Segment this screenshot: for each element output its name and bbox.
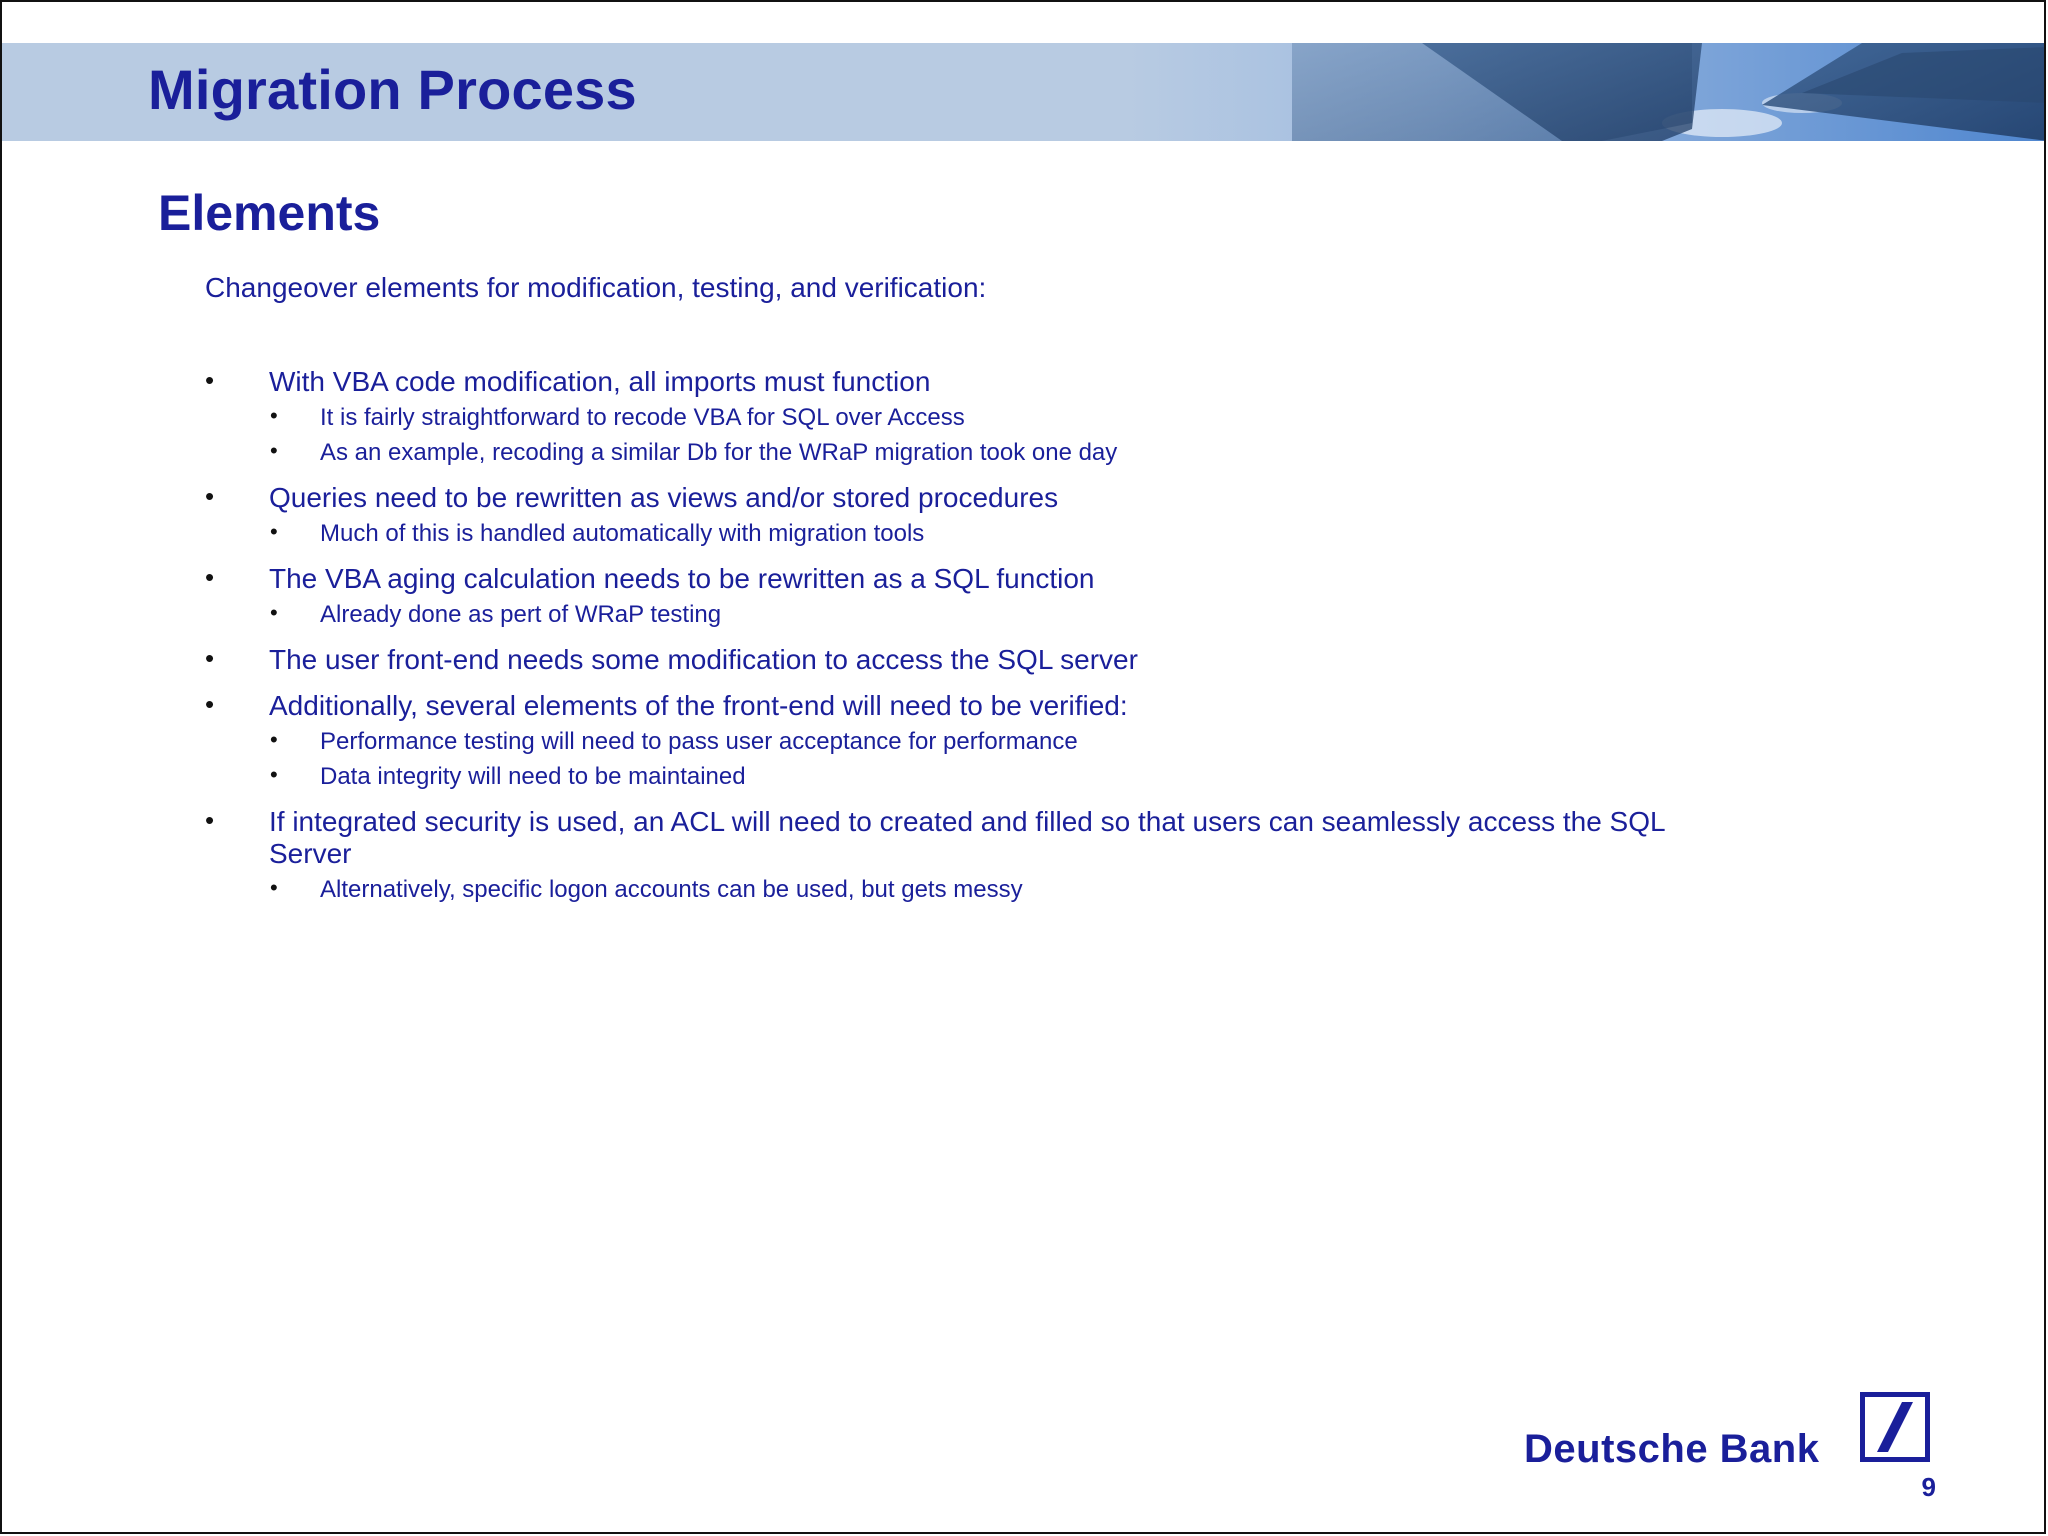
section-title: Elements — [158, 185, 381, 241]
bullet-dot-icon: • — [270, 403, 278, 428]
bullet-dot-icon: • — [270, 600, 278, 625]
sub-bullet-text: Performance testing will need to pass user acceptance for performance — [320, 728, 1078, 755]
sub-bullet-text: It is fairly straightforward to recode VBA for SQL over Access — [320, 404, 965, 431]
logo-wordmark: Deutsche Bank — [1524, 1427, 1820, 1471]
bullet-dot-icon: • — [205, 689, 215, 719]
slash-icon — [1865, 1397, 1925, 1457]
bullet-dot-icon: • — [205, 562, 215, 592]
bullet-text: With VBA code modification, all imports must function — [269, 366, 931, 397]
sub-bullet-text: Much of this is handled automatically with migration tools — [320, 520, 925, 547]
sub-bullet-text: Data integrity will need to be maintained — [320, 763, 746, 790]
bullet-dot-icon: • — [205, 481, 215, 511]
bullet-dot-icon: • — [270, 875, 278, 900]
bullet-dot-icon: • — [270, 727, 278, 752]
bullet-text: If integrated security is used, an ACL will need to created and filled so that users can seamlessly access the SQL Server — [269, 806, 1665, 869]
bullet-dot-icon: • — [270, 438, 278, 463]
bullet-text: The user front-end needs some modification to access the SQL server — [269, 644, 1138, 675]
intro-text: Changeover elements for modification, testing, and verification: — [205, 272, 987, 303]
bullet-dot-icon: • — [205, 643, 215, 673]
sub-bullet-text: Already done as pert of WRaP testing — [320, 601, 722, 628]
bullet-text: The VBA aging calculation needs to be rewritten as a SQL function — [269, 563, 1095, 594]
bullet-dot-icon: • — [270, 762, 278, 787]
bullet-dot-icon: • — [205, 805, 215, 835]
slide-title: Migration Process — [148, 58, 637, 121]
bullet-dot-icon: • — [205, 365, 215, 395]
bullet-text: Additionally, several elements of the front-end will need to be verified: — [269, 690, 1128, 721]
sub-bullet-text: Alternatively, specific logon accounts can be used, but gets messy — [320, 876, 1023, 903]
bullet-dot-icon: • — [270, 519, 278, 544]
sub-bullet-text: As an example, recoding a similar Db for the WRaP migration took one day — [320, 439, 1118, 466]
deutsche-bank-slash-logo — [1860, 1392, 1930, 1462]
bullet-text: Queries need to be rewritten as views and/or stored procedures — [269, 482, 1059, 513]
page-number: 9 — [1921, 1472, 1936, 1502]
